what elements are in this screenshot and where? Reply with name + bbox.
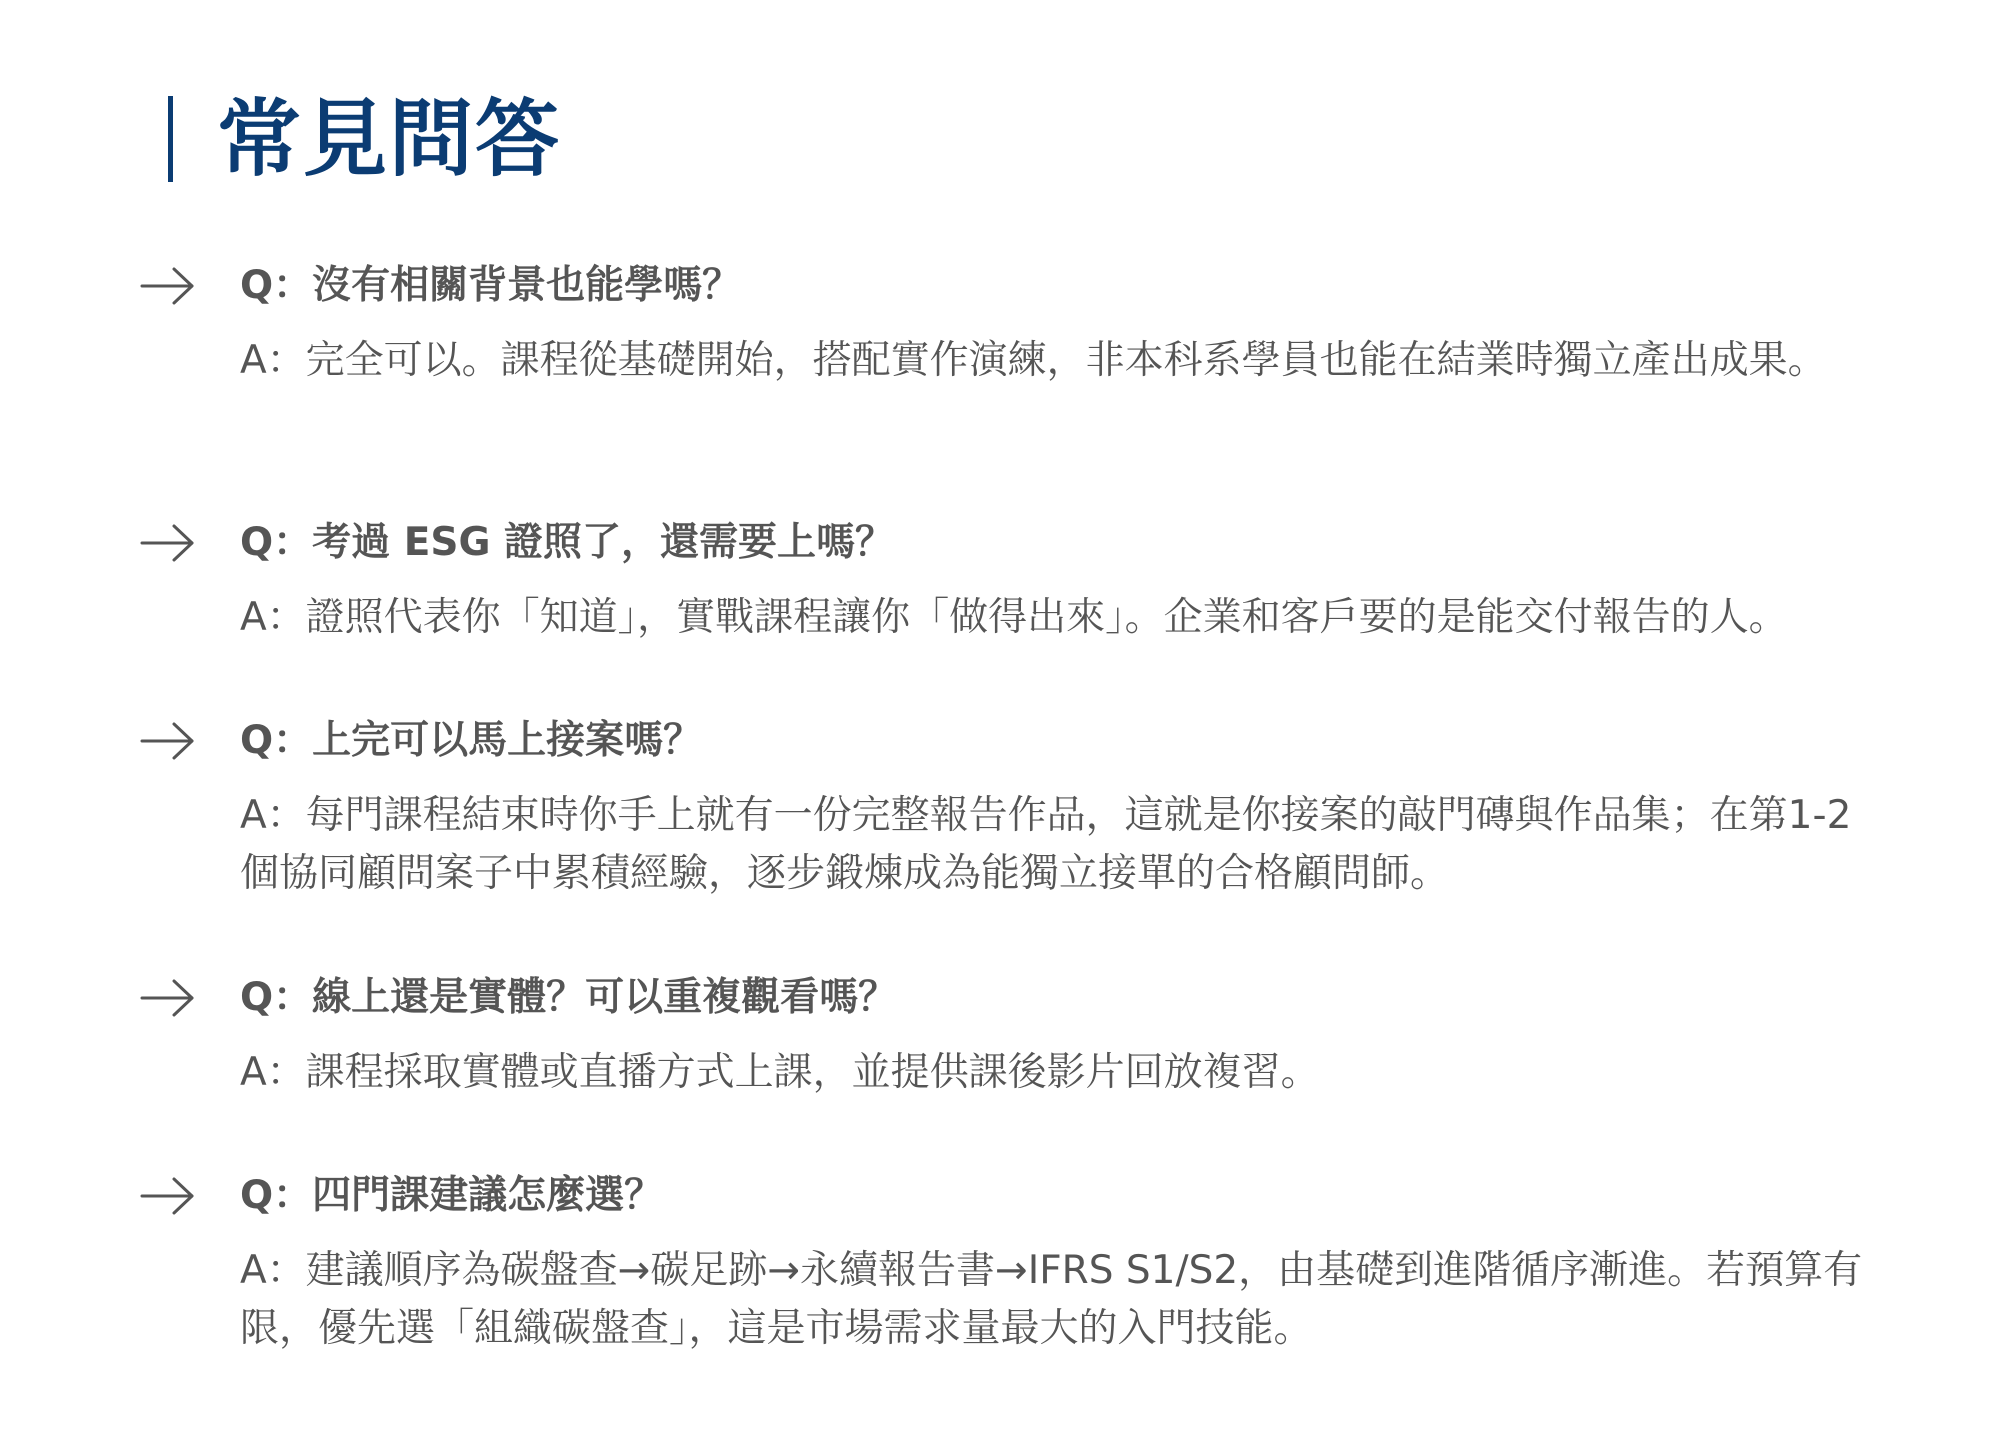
faq-question: Q：上完可以馬上接案嗎？ (240, 718, 703, 763)
faq-question: Q：四門課建議怎麼選？ (240, 1173, 664, 1218)
faq-answer: A：建議順序為碳盤查→碳足跡→永續報告書→IFRS S1/S2，由基礎到進階循序漸進。若預算有限，優先選「組織碳盤查」，這是市場需求量最大的入門技能。 (240, 1248, 1863, 1351)
page-header (168, 90, 562, 188)
faq-answer: A：完全可以。課程從基礎開始，搭配實作演練，非本科系學員也能在結業時獨立產出成果。 (240, 338, 1827, 383)
faq-question: Q：線上還是實體？可以重複觀看嗎？ (240, 975, 898, 1020)
title-accent-bar (168, 96, 173, 182)
faq-answer: A：課程採取實體或直播方式上課，並提供課後影片回放複習。 (240, 1050, 1320, 1095)
faq-answer: A：證照代表你「知道」，實戰課程讓你「做得出來」。企業和客戶要的是能交付報告的人。 (240, 595, 1788, 640)
arrow-right-icon (140, 721, 196, 761)
arrow-right-icon (140, 1176, 196, 1216)
faq-question: Q：沒有相關背景也能學嗎？ (240, 263, 742, 308)
faq-question: Q：考過 ESG 證照了，還需要上嗎？ (240, 520, 895, 565)
faq-answer: A：每門課程結束時你手上就有一份完整報告作品，這就是你接案的敲門磚與作品集；在第1-2個協同顧問案子中累積經驗，逐步鍛煉成為能獨立接單的合格顧問師。 (240, 793, 1852, 896)
arrow-right-icon (140, 978, 196, 1018)
arrow-right-icon (140, 266, 196, 306)
arrow-right-icon (140, 523, 196, 563)
page-title: 常見問答 (217, 90, 562, 188)
